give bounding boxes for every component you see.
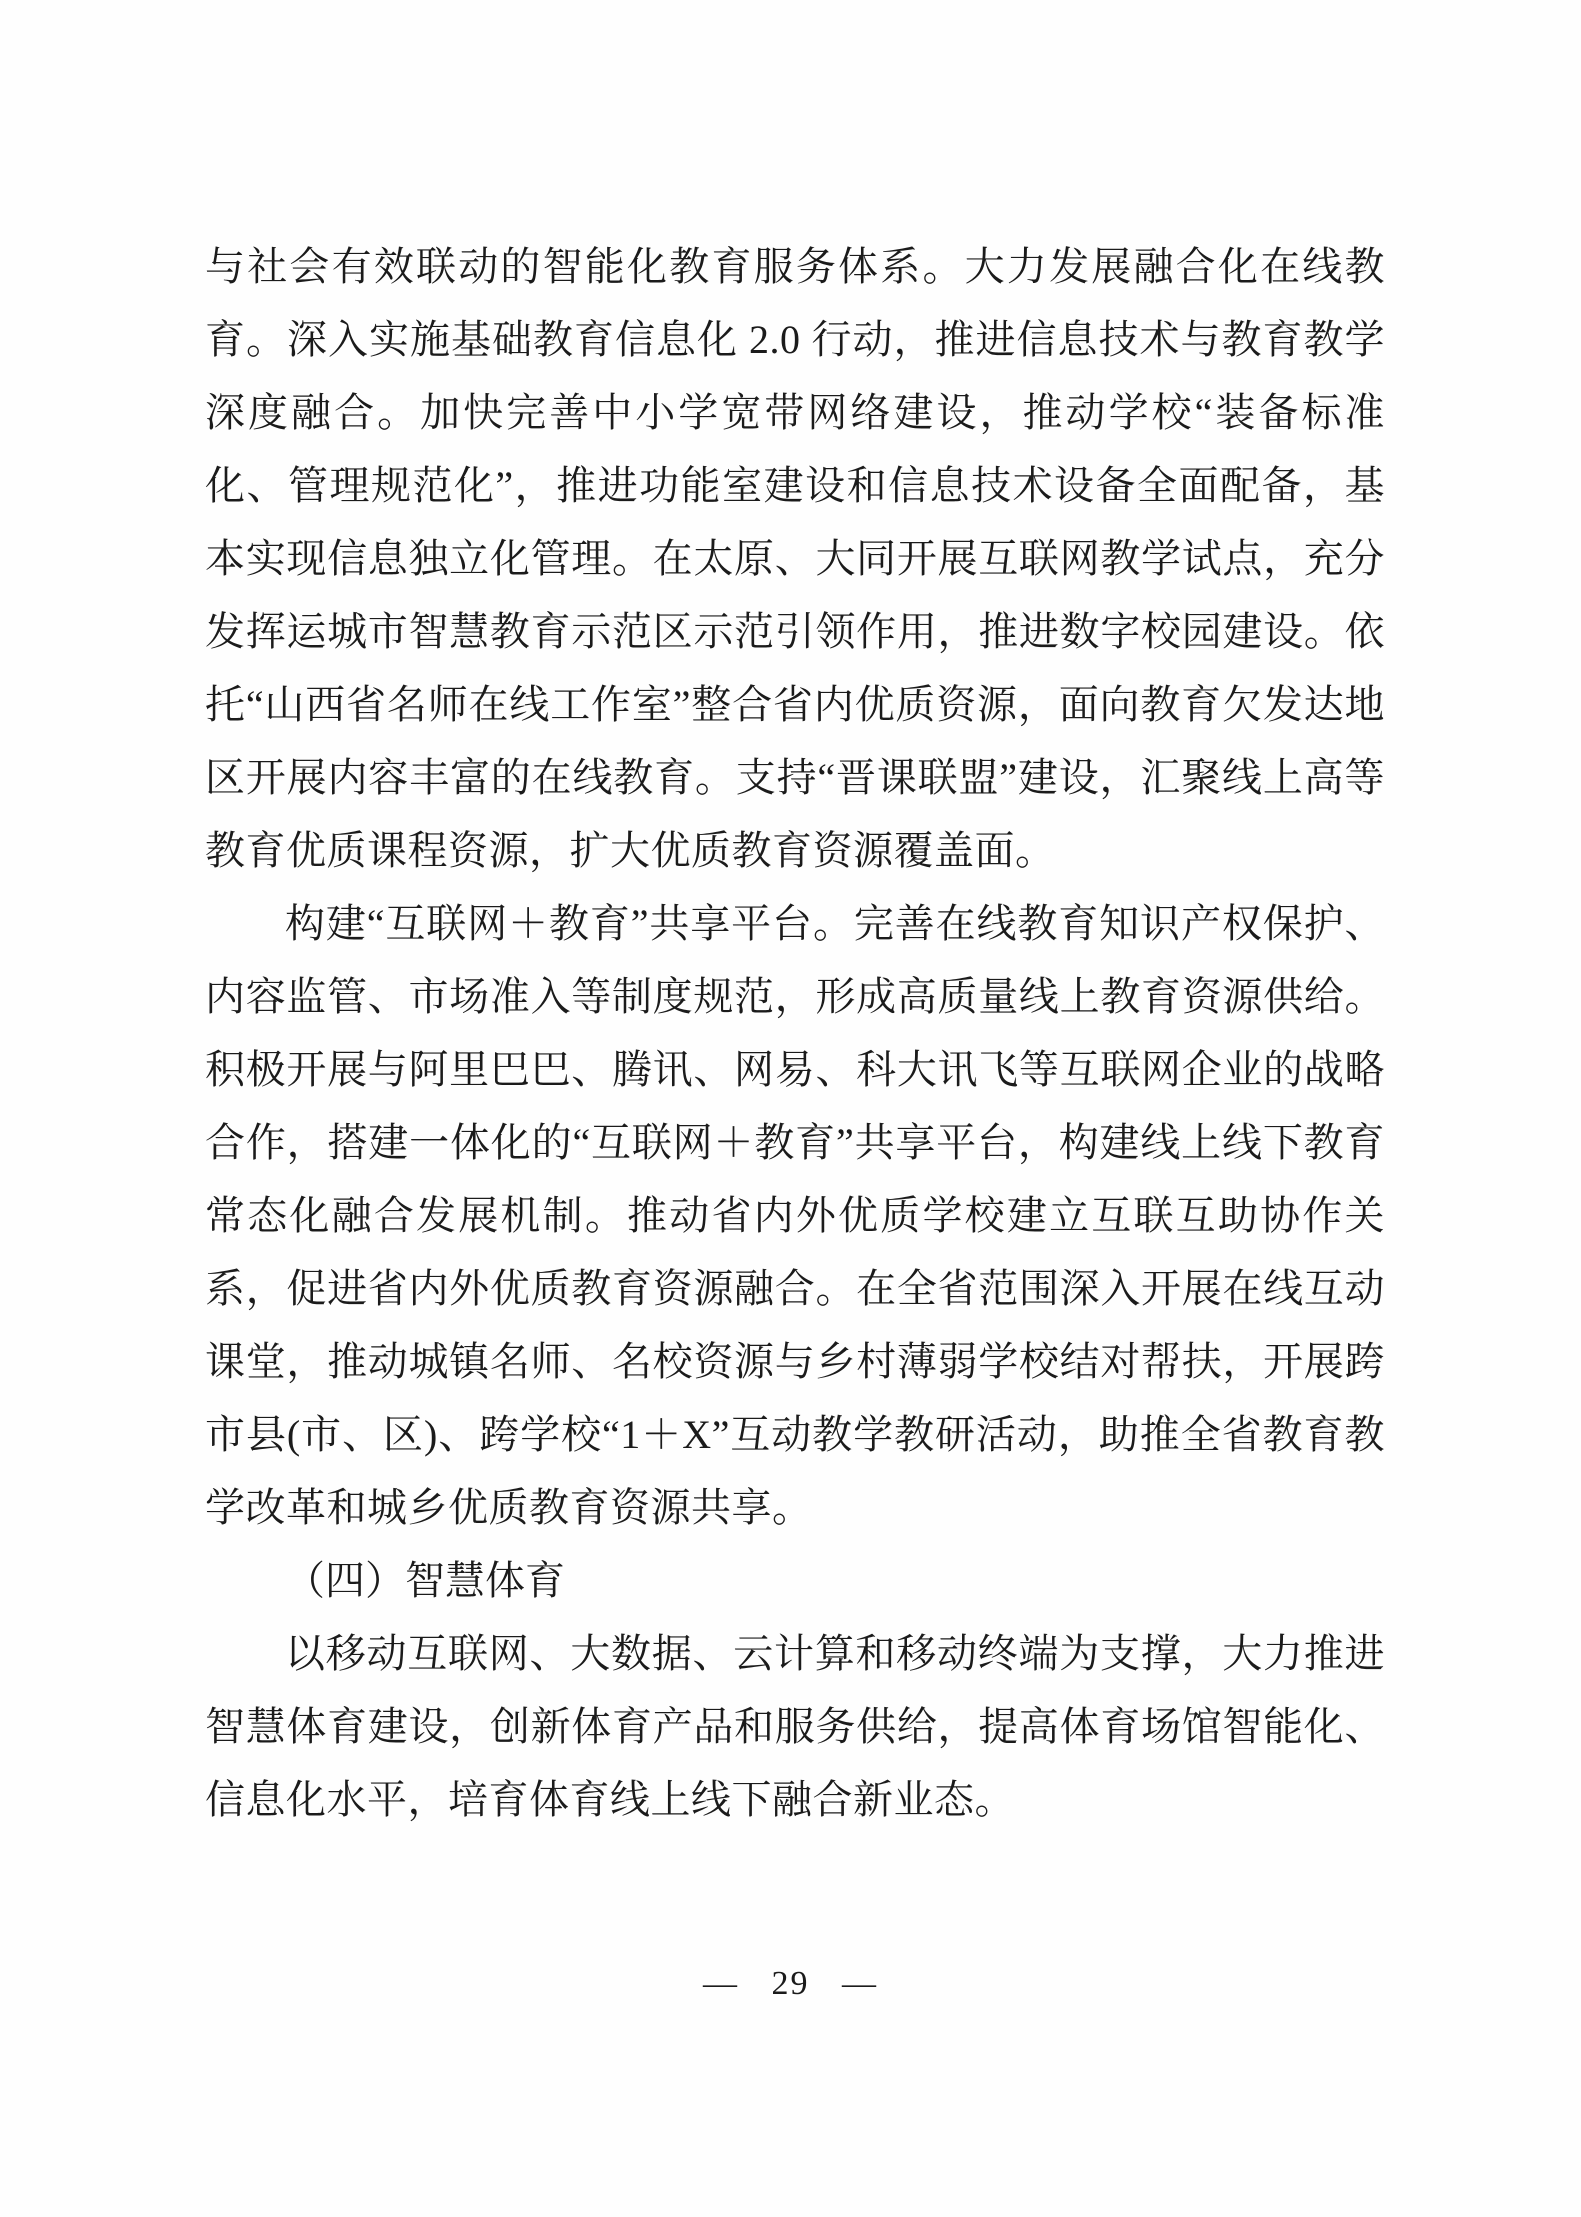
page-content — [205, 230, 1385, 1836]
page-number: 29 — [771, 1965, 810, 2002]
body-paragraph-2: 构建“互联网＋教育”共享平台。完善在线教育知识产权保护、内容监管、市场准入等制度规范，形成高质量线上教育资源供给。积极开展与阿里巴巴、腾讯、网易、科大讯飞等互联网企业的战略合作，搭建一体化的“互联网＋教育”共享平台，构建线上线下教育常态化融合发展机制。推动省内外优质学校建立互联互助协作关系，促进省内外优质教育资源融合。在全省范围深入开展在线互动课堂，推动城镇名师、名校资源与乡村薄弱学校结对帮扶，开展跨市县(市、区)、跨学校“1＋X”互动教学教研活动，助推全省教育教学改革和城乡优质教育资源共享。 — [205, 901, 1385, 1530]
page-footer — [0, 1965, 1581, 2003]
section-heading: （四）智慧体育 — [285, 1558, 565, 1603]
footer-dash-left: — — [703, 1965, 739, 2002]
body-paragraph-1: 与社会有效联动的智能化教育服务体系。大力发展融合化在线教育。深入实施基础教育信息化 2.0 行动，推进信息技术与教育教学深度融合。加快完善中小学宽带网络建设，推动学校“装备标准化、管理规范化”，推进功能室建设和信息技术设备全面配备，基本实现信息独立化管理。在太原、大同开展互联网教学试点，充分发挥运城市智慧教育示范区示范引领作用，推进数字校园建设。依托“山西省名师在线工作室”整合省内优质资源，面向教育欠发达地区开展内容丰富的在线教育。支持“晋课联盟”建设，汇聚线上高等教育优质课程资源，扩大优质教育资源覆盖面。 — [205, 244, 1385, 873]
footer-dash-right: — — [842, 1965, 878, 2002]
body-paragraph-3: 以移动互联网、大数据、云计算和移动终端为支撑，大力推进智慧体育建设，创新体育产品和服务供给，提高体育场馆智能化、信息化水平，培育体育线上线下融合新业态。 — [205, 1631, 1385, 1822]
